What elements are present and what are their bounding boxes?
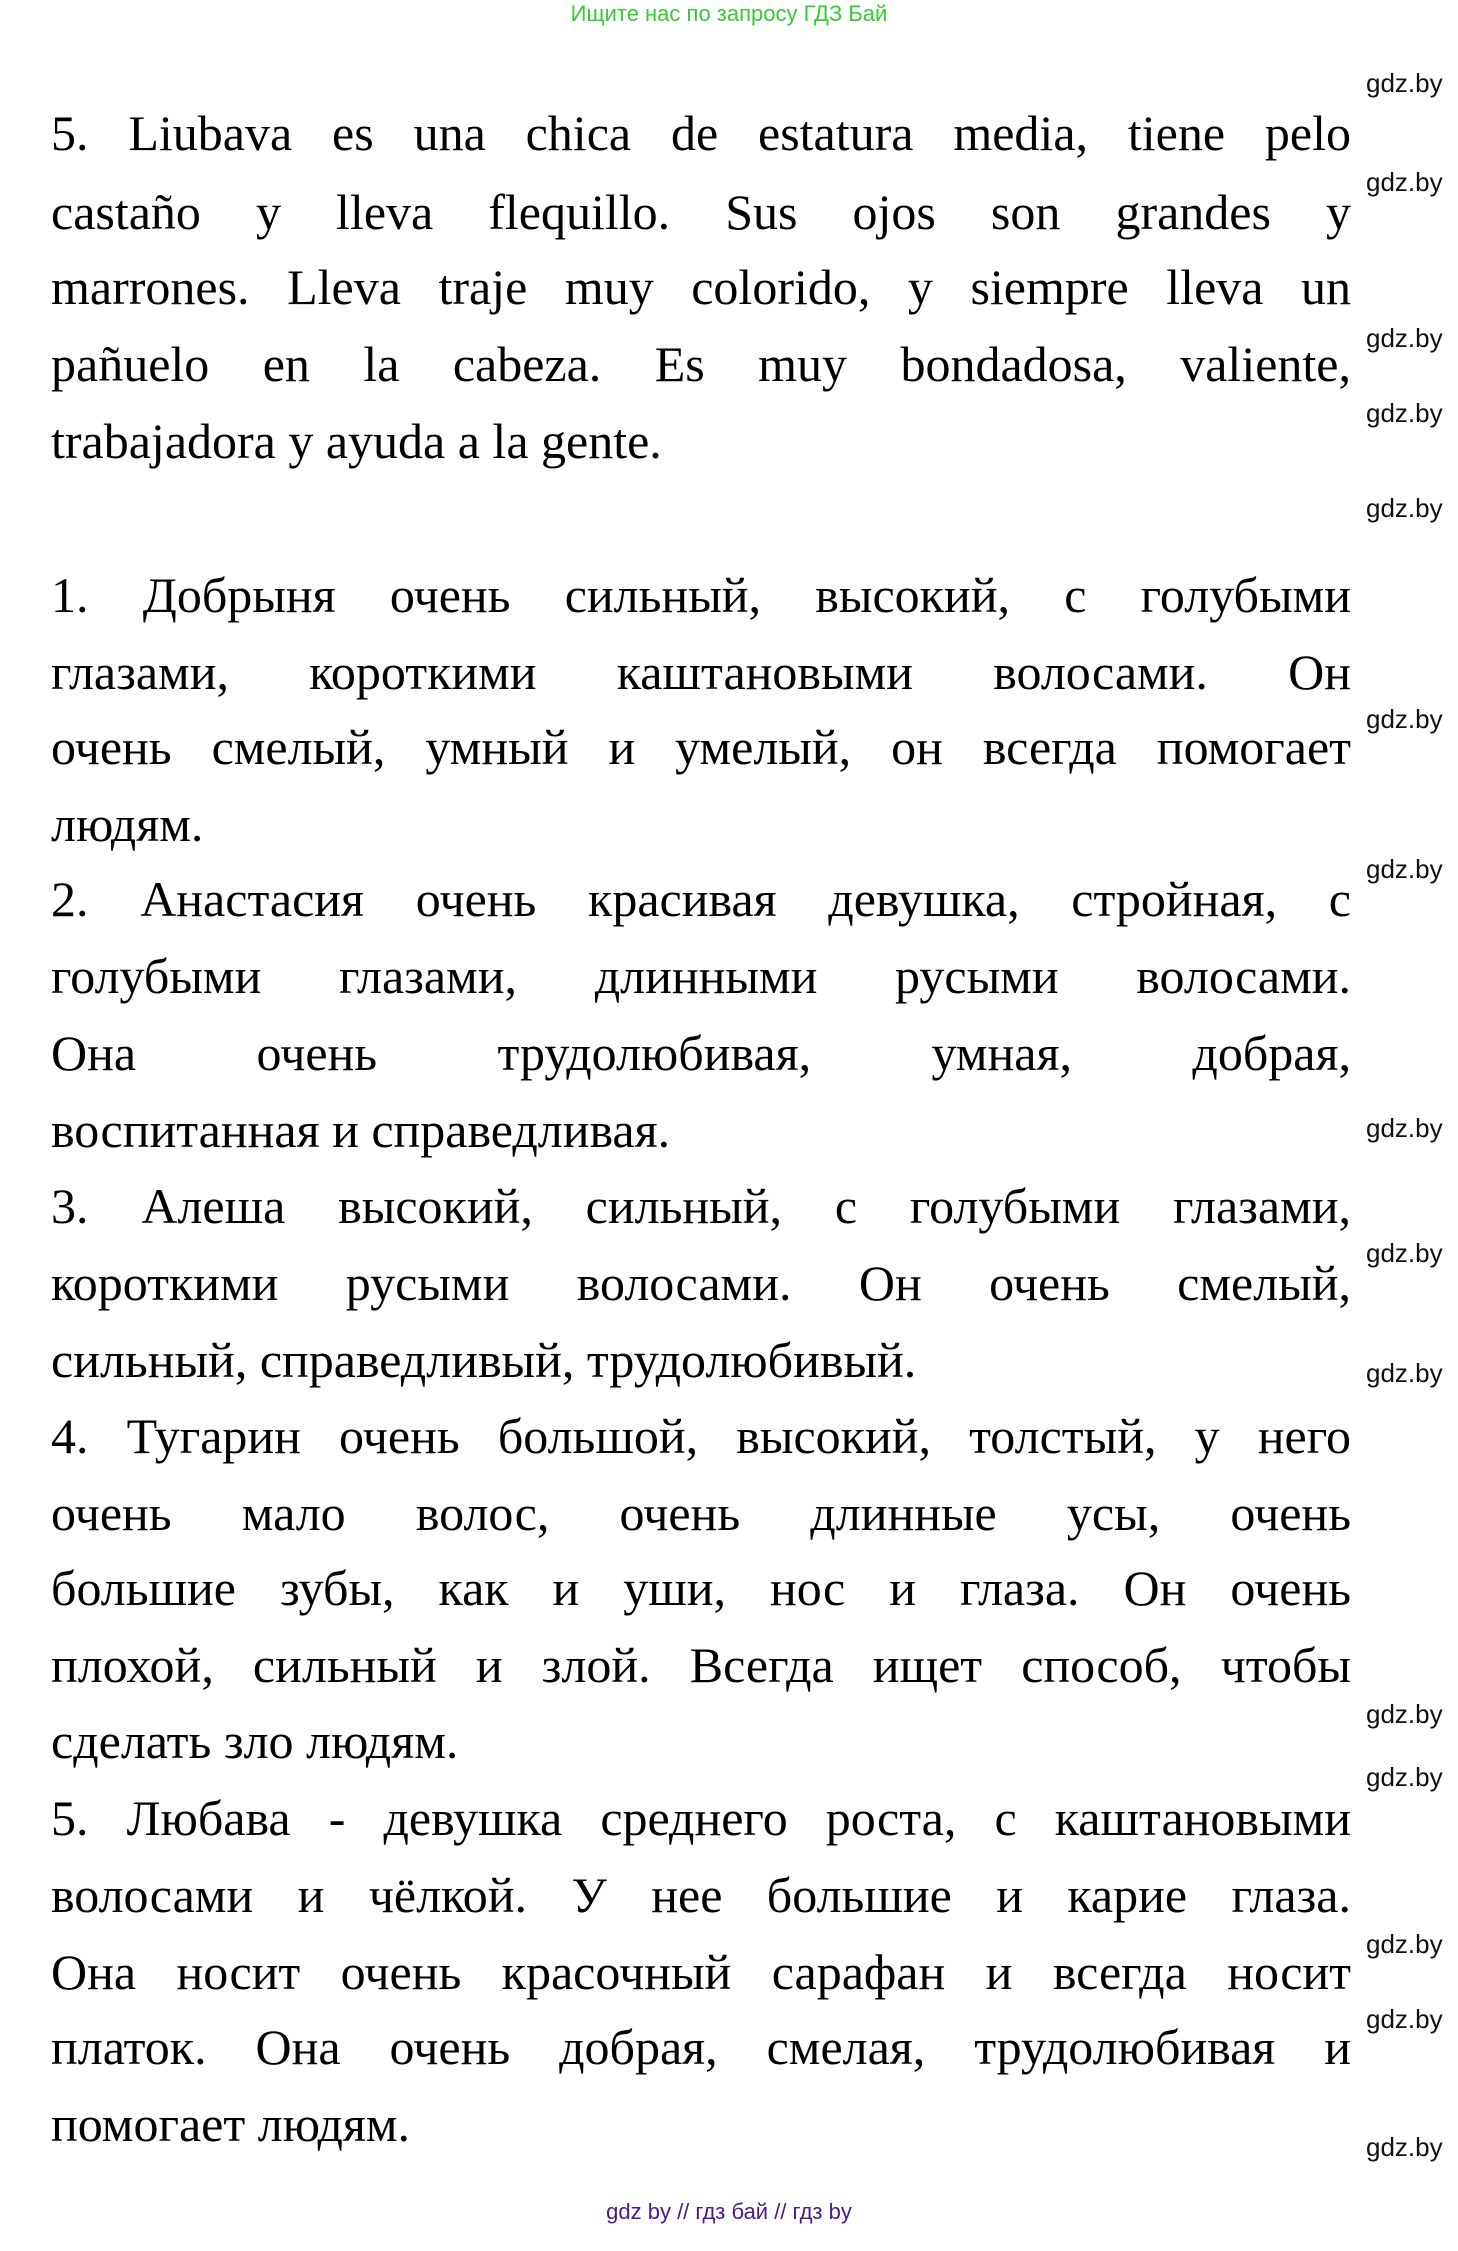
search-banner: Ищите нас по запросу ГДЗ Бай bbox=[570, 1, 888, 26]
paragraph-3-line: голубыми глазами, длинными русыми волосами. bbox=[51, 948, 1351, 1004]
paragraph-2-line: очень смелый, умный и умелый, он всегда помогает bbox=[51, 719, 1351, 775]
paragraph-6-line: помогает людям. bbox=[51, 2096, 411, 2152]
paragraph-3-line: воспитанная и справедливая. bbox=[51, 1102, 671, 1158]
paragraph-4-line: сильный, справедливый, трудолюбивый. bbox=[51, 1332, 917, 1388]
paragraph-3-line: 2. Анастасия очень красивая девушка, стройная, с bbox=[51, 871, 1351, 927]
watermark: gdz.by bbox=[1366, 167, 1443, 197]
paragraph-6-line: 5. Любава - девушка среднего роста, с каштановыми bbox=[51, 1790, 1351, 1846]
watermark: gdz.by bbox=[1366, 1929, 1443, 1959]
watermark: gdz.by bbox=[1366, 2004, 1443, 2034]
paragraph-5-line: сделать зло людям. bbox=[51, 1713, 459, 1769]
paragraph-5-line: 4. Тугарин очень большой, высокий, толстый, у него bbox=[51, 1408, 1351, 1464]
paragraph-1-line: pañuelo en la cabeza. Es muy bondadosa, valiente, bbox=[51, 336, 1351, 392]
footer-watermark: gdz by // гдз бай // гдз by bbox=[606, 2199, 852, 2224]
watermark: gdz.by bbox=[1366, 493, 1443, 523]
watermark: gdz.by bbox=[1366, 1358, 1443, 1388]
paragraph-6-line: волосами и чёлкой. У нее большие и карие глаза. bbox=[51, 1867, 1351, 1923]
watermark: gdz.by bbox=[1366, 704, 1443, 734]
paragraph-5-line: плохой, сильный и злой. Всегда ищет способ, чтобы bbox=[51, 1637, 1351, 1693]
watermark: gdz.by bbox=[1366, 1113, 1443, 1143]
watermark: gdz.by bbox=[1366, 854, 1443, 884]
watermark: gdz.by bbox=[1366, 1238, 1443, 1268]
watermark: gdz.by bbox=[1366, 68, 1443, 98]
paragraph-3-line: Она очень трудолюбивая, умная, добрая, bbox=[51, 1025, 1351, 1081]
watermark: gdz.by bbox=[1366, 323, 1443, 353]
watermark: gdz.by bbox=[1366, 2132, 1443, 2162]
watermark: gdz.by bbox=[1366, 1699, 1443, 1729]
paragraph-1-line: marrones. Lleva traje muy colorido, y siempre lleva un bbox=[51, 259, 1351, 315]
paragraph-4-line: короткими русыми волосами. Он очень смелый, bbox=[51, 1255, 1351, 1311]
paragraph-2-line: людям. bbox=[51, 796, 204, 852]
paragraph-1-line: castaño y lleva flequillo. Sus ojos son grandes y bbox=[51, 184, 1351, 240]
paragraph-6-line: платок. Она очень добрая, смелая, трудолюбивая и bbox=[51, 2019, 1351, 2075]
paragraph-1-line: trabajadora y ayuda a la gente. bbox=[51, 413, 662, 469]
paragraph-1-line: 5. Liubava es una chica de estatura media, tiene pelo bbox=[51, 105, 1351, 161]
paragraph-6-line: Она носит очень красочный сарафан и всегда носит bbox=[51, 1944, 1351, 2000]
watermark: gdz.by bbox=[1366, 398, 1443, 428]
watermark: gdz.by bbox=[1366, 1762, 1443, 1792]
paragraph-5-line: большие зубы, как и уши, нос и глаза. Он очень bbox=[51, 1560, 1351, 1616]
paragraph-5-line: очень мало волос, очень длинные усы, очень bbox=[51, 1485, 1351, 1541]
paragraph-4-line: 3. Алеша высокий, сильный, с голубыми глазами, bbox=[51, 1178, 1351, 1234]
paragraph-2-line: глазами, короткими каштановыми волосами. Он bbox=[51, 644, 1351, 700]
paragraph-2-line: 1. Добрыня очень сильный, высокий, с голубыми bbox=[51, 567, 1351, 623]
